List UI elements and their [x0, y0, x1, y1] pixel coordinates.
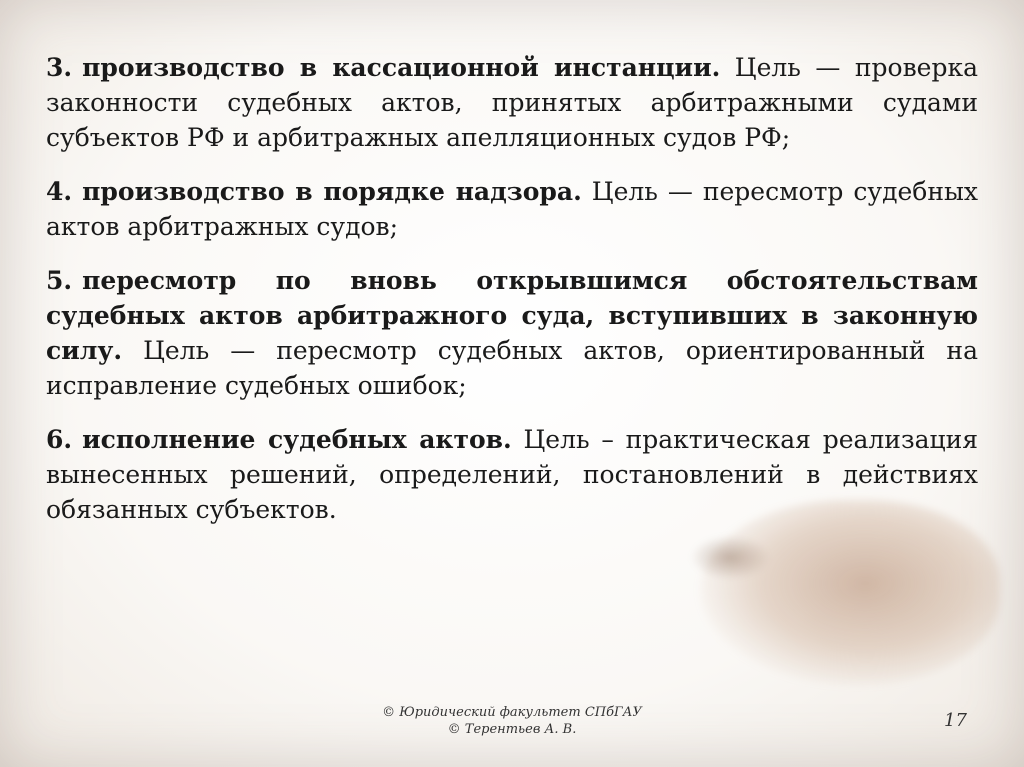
item-number: 4. — [46, 177, 73, 206]
item-number: 5. — [46, 266, 73, 295]
list-item-4 — [46, 174, 978, 244]
item-heading: производство в порядке надзора. — [82, 177, 582, 206]
footer-author: © Терентьев А. В. — [447, 722, 577, 737]
item-text: Цель — проверка законности судебных актов, принятых арбитражными судами субъектов РФ и арбитражных апелляционных судов РФ; — [46, 53, 978, 152]
item-heading: производство в кассационной инстанции. — [82, 53, 721, 82]
slide-footer — [0, 704, 1024, 738]
slide-content — [46, 50, 978, 546]
item-number: 3. — [46, 53, 73, 82]
item-heading: пересмотр по вновь открывшимся обстоятельствам судебных актов арбитражного суда, вступивших в законную силу. — [46, 266, 978, 365]
item-text: Цель — пересмотр судебных актов, ориентированный на исправление судебных ошибок; — [46, 336, 978, 400]
item-number: 6. — [46, 425, 73, 454]
page-number: 17 — [944, 710, 967, 731]
footer-faculty: © Юридический факультет СПбГАУ — [382, 705, 642, 720]
item-text: Цель – практическая реализация вынесенных решений, определений, постановлений в действиях обязанных субъектов. — [46, 425, 978, 524]
list-item-3 — [46, 50, 978, 155]
list-item-5 — [46, 263, 978, 403]
list-item-6 — [46, 422, 978, 527]
item-heading: исполнение судебных актов. — [82, 425, 512, 454]
item-text: Цель — пересмотр судебных актов арбитражных судов; — [46, 177, 978, 241]
